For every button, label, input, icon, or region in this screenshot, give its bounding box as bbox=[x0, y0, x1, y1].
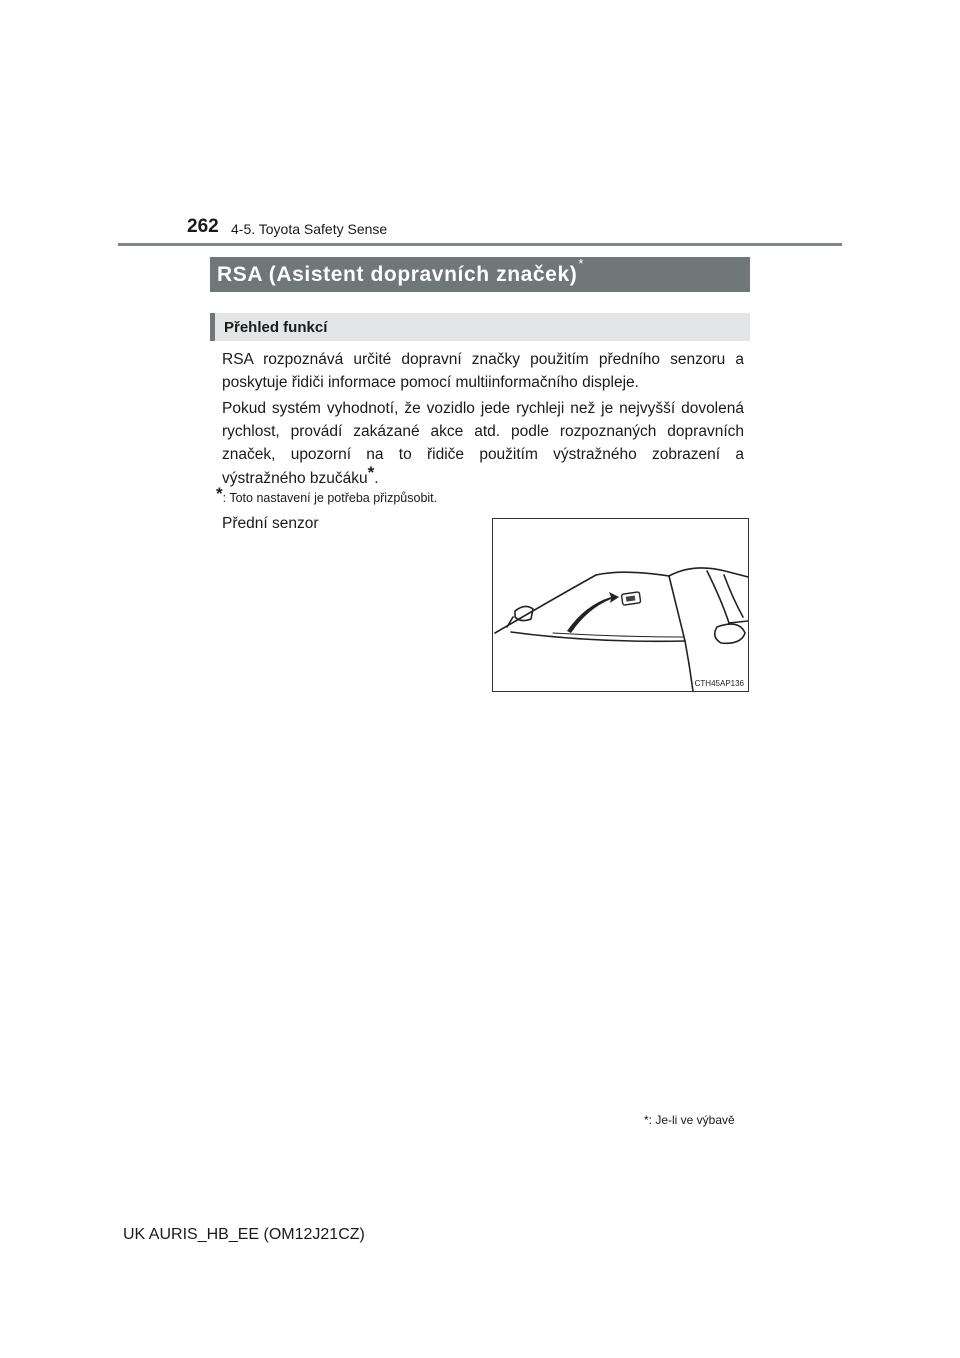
page-number: 262 bbox=[187, 216, 219, 237]
section-title bbox=[217, 255, 584, 287]
car-windshield-drawing bbox=[493, 519, 748, 691]
paragraph-warning-text: Pokud systém vyhodnotí, že vozidlo jede rychleji než je nejvyšší dovolená rychlost, provádí zakázané akce atd. podle rozpoznaných dopravních značek, upozorní na to řidiče použitím výstražného zobrazení a výstražného bzučáku bbox=[222, 400, 744, 487]
windshield-sensor-illustration bbox=[492, 518, 749, 692]
subheading-bar bbox=[210, 313, 750, 341]
availability-marker: * bbox=[644, 1113, 649, 1127]
optional-equipment-marker: * bbox=[578, 255, 584, 271]
footnote-marker: * bbox=[216, 484, 223, 503]
section-label: 4-5. Toyota Safety Sense bbox=[231, 221, 388, 237]
figure-label: Přední senzor bbox=[222, 515, 319, 532]
customization-marker: * bbox=[367, 463, 375, 482]
paragraph-warning-end: . bbox=[374, 470, 379, 487]
document-code: UK AURIS_HB_EE (OM12J21CZ) bbox=[123, 1226, 365, 1243]
pointer-arrow bbox=[567, 592, 619, 633]
footnote-customization bbox=[216, 484, 438, 507]
header-rule bbox=[118, 243, 842, 246]
section-title-bar bbox=[210, 257, 750, 292]
availability-text: : Je-li ve výbavě bbox=[648, 1113, 735, 1127]
section-title-text: RSA (Asistent dopravních značek) bbox=[217, 262, 578, 286]
image-code: CTH45AP136 bbox=[694, 679, 744, 688]
availability-note bbox=[644, 1113, 735, 1127]
footnote-text: : Toto nastavení je potřeba přizpůsobit. bbox=[222, 491, 438, 505]
paragraph-warning bbox=[222, 397, 744, 490]
subheading-text: Přehled funkcí bbox=[224, 318, 328, 336]
front-sensor-icon bbox=[621, 592, 640, 605]
subheading-accent bbox=[210, 313, 215, 341]
paragraph-intro: RSA rozpoznává určité dopravní značky použitím předního senzoru a poskytuje řidiči informace pomocí multiinformačního displeje. bbox=[222, 351, 744, 391]
